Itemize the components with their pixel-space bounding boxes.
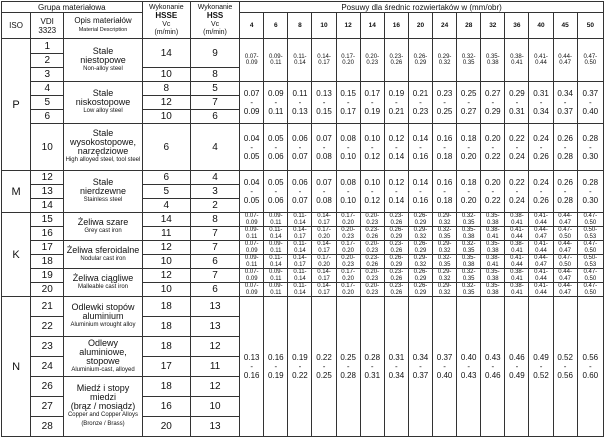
vdi-cell: 22 (31, 317, 64, 337)
feed-cell: 0.26- 0.29 (408, 241, 432, 255)
feed-cell: 0.35- 0.38 (481, 269, 505, 283)
feed-cell: 0.47- 0.50 (577, 39, 603, 82)
feed-cell: 0.25 - 0.28 (336, 297, 360, 437)
hsse-cell: 8 (142, 82, 190, 96)
vdi-cell: 14 (31, 199, 64, 213)
feed-cell: 0.14 - 0.16 (408, 124, 432, 171)
dia-45: 45 (553, 13, 577, 39)
feed-cell: 0.38- 0.41 (505, 213, 529, 227)
feed-cell: 0.07 - 0.09 (240, 82, 264, 124)
feed-cell: 0.07- 0.09 (240, 283, 264, 297)
feed-cell: 0.15 - 0.17 (336, 82, 360, 124)
dia-24: 24 (433, 13, 457, 39)
dia-4: 4 (240, 13, 264, 39)
feed-cell: 0.46 - 0.49 (505, 297, 529, 437)
feed-cell: 0.31 - 0.34 (384, 297, 408, 437)
feed-cell: 0.16 - 0.18 (433, 124, 457, 171)
feed-cell: 0.35- 0.38 (481, 241, 505, 255)
feed-cell: 0.26 - 0.28 (553, 171, 577, 213)
feed-cell: 0.14- 0.17 (312, 39, 336, 82)
vdi-cell: 15 (31, 213, 64, 227)
feed-cell: 0.23- 0.26 (360, 227, 384, 241)
hss-cell: 6 (190, 255, 239, 269)
feed-cell: 0.40 - 0.43 (457, 297, 481, 437)
hss-cell: 12 (190, 377, 239, 397)
feed-cell: 0.05 - 0.06 (264, 171, 288, 213)
hss-cell: 10 (190, 397, 239, 417)
feed-cell: 0.20- 0.23 (360, 241, 384, 255)
hss-cell: 13 (190, 297, 239, 317)
dia-32: 32 (481, 13, 505, 39)
feed-cell: 0.07- 0.09 (240, 213, 264, 227)
feed-cell: 0.25 - 0.27 (457, 82, 481, 124)
feed-cell: 0.11- 0.14 (288, 283, 312, 297)
feed-cell: 0.20- 0.23 (336, 227, 360, 241)
feed-cell: 0.23- 0.26 (360, 255, 384, 269)
vdi-cell: 4 (31, 82, 64, 96)
hss-cell: 9 (190, 39, 239, 68)
hsse-cell: 11 (142, 227, 190, 241)
hss-cell: 6 (190, 283, 239, 297)
iso-M: M (2, 171, 31, 213)
feed-cell: 0.23- 0.26 (384, 39, 408, 82)
dia-20: 20 (408, 13, 432, 39)
feed-cell: 0.11- 0.14 (288, 269, 312, 283)
feed-cell: 0.28 - 0.31 (360, 297, 384, 437)
feed-cell: 0.21 - 0.23 (408, 82, 432, 124)
dia-12: 12 (336, 13, 360, 39)
feed-cell: 0.49 - 0.52 (529, 297, 553, 437)
header-feeds: Posuwy dla średnic rozwiertaków w (mm/obr) (240, 2, 604, 13)
hsse-cell: 6 (142, 171, 190, 185)
desc-cell: Stale wysokostopowe, narzędziowe High alloyed steel, tool steel (64, 124, 142, 171)
hss-cell: 4 (190, 124, 239, 171)
feed-cell: 0.29- 0.32 (433, 213, 457, 227)
dia-40: 40 (529, 13, 553, 39)
feed-cell: 0.20- 0.23 (336, 255, 360, 269)
feed-cell: 0.14- 0.17 (288, 227, 312, 241)
desc-cell: Stale niskostopowe Low alloy steel (64, 82, 142, 124)
feed-cell: 0.09- 0.11 (240, 227, 264, 241)
feed-cell: 0.41- 0.44 (529, 213, 553, 227)
feed-cell: 0.17- 0.20 (336, 39, 360, 82)
feed-cell: 0.20- 0.23 (360, 269, 384, 283)
feed-cell: 0.44- 0.47 (553, 269, 577, 283)
vdi-cell: 27 (31, 397, 64, 417)
feed-cell: 0.23- 0.26 (384, 213, 408, 227)
hsse-cell: 10 (142, 283, 190, 297)
feed-cell: 0.38- 0.41 (505, 39, 529, 82)
vdi-cell: 13 (31, 185, 64, 199)
hss-cell: 5 (190, 82, 239, 96)
feed-cell: 0.13 - 0.16 (240, 297, 264, 437)
feed-cell: 0.07- 0.09 (240, 241, 264, 255)
vdi-cell: 6 (31, 110, 64, 124)
dia-10: 10 (312, 13, 336, 39)
hsse-cell: 20 (142, 417, 190, 437)
feed-cell: 0.12 - 0.14 (384, 171, 408, 213)
feed-cell: 0.17- 0.20 (312, 227, 336, 241)
desc-cell: Odlewy aluminiowe, stopowe Aluminium-cast, alloyed (64, 337, 142, 377)
feed-cell: 0.07 - 0.08 (312, 124, 336, 171)
feed-cell: 0.18 - 0.20 (457, 171, 481, 213)
feed-cell: 0.35- 0.38 (457, 227, 481, 241)
iso-K: K (2, 213, 31, 297)
feed-cell: 0.41- 0.44 (529, 283, 553, 297)
feed-cell: 0.17- 0.20 (312, 255, 336, 269)
feed-cell: 0.29- 0.32 (433, 39, 457, 82)
feed-table (1, 1, 604, 437)
feed-cell: 0.11- 0.14 (288, 39, 312, 82)
hsse-cell: 18 (142, 317, 190, 337)
dia-50: 50 (577, 13, 603, 39)
feed-cell: 0.34 - 0.37 (408, 297, 432, 437)
desc-cell: Stale niestopowe Non-alloy steel (64, 39, 142, 82)
feed-cell: 0.14- 0.17 (312, 213, 336, 227)
feed-cell: 0.47- 0.50 (577, 269, 603, 283)
feed-cell: 0.43 - 0.46 (481, 297, 505, 437)
header-group: Grupa materiałowa (2, 2, 143, 13)
feed-cell: 0.18 - 0.20 (457, 124, 481, 171)
header-iso: ISO (2, 13, 31, 39)
vdi-cell: 24 (31, 357, 64, 377)
feed-cell: 0.32- 0.35 (433, 227, 457, 241)
vdi-cell: 5 (31, 96, 64, 110)
feed-cell: 0.11- 0.14 (264, 255, 288, 269)
feed-cell: 0.12 - 0.14 (384, 124, 408, 171)
vdi-cell: 23 (31, 337, 64, 357)
feed-cell: 0.17 - 0.19 (360, 82, 384, 124)
feed-cell: 0.11- 0.14 (288, 213, 312, 227)
feed-cell: 0.38- 0.41 (481, 255, 505, 269)
feed-cell: 0.09- 0.11 (264, 39, 288, 82)
feed-cell: 0.34 - 0.37 (553, 82, 577, 124)
feed-cell: 0.32- 0.35 (457, 269, 481, 283)
feed-cell: 0.11 - 0.13 (288, 82, 312, 124)
feed-cell: 0.16 - 0.19 (264, 297, 288, 437)
vdi-cell: 12 (31, 171, 64, 185)
feed-cell: 0.47- 0.50 (577, 213, 603, 227)
hsse-cell: 10 (142, 110, 190, 124)
hss-cell: 11 (190, 357, 239, 377)
feed-cell: 0.44- 0.47 (529, 255, 553, 269)
vdi-cell: 20 (31, 283, 64, 297)
feed-cell: 0.44- 0.47 (553, 39, 577, 82)
dia-16: 16 (384, 13, 408, 39)
feed-cell: 0.29 - 0.31 (505, 82, 529, 124)
feed-cell: 0.41- 0.44 (529, 241, 553, 255)
feed-cell: 0.29- 0.32 (433, 241, 457, 255)
feed-cell: 0.47- 0.50 (553, 227, 577, 241)
feed-cell: 0.50- 0.53 (577, 255, 603, 269)
feed-cell: 0.24 - 0.26 (529, 124, 553, 171)
feed-cell: 0.26- 0.29 (408, 39, 432, 82)
feed-cell: 0.16 - 0.18 (433, 171, 457, 213)
feed-cell: 0.35- 0.38 (481, 213, 505, 227)
feed-cell: 0.09- 0.11 (264, 269, 288, 283)
feed-cell: 0.26- 0.29 (384, 227, 408, 241)
dia-36: 36 (505, 13, 529, 39)
feed-cell: 0.56 - 0.60 (577, 297, 603, 437)
feed-cell: 0.10 - 0.12 (360, 124, 384, 171)
feed-cell: 0.32- 0.35 (457, 283, 481, 297)
feed-cell: 0.32- 0.35 (457, 213, 481, 227)
feed-cell: 0.14- 0.17 (312, 269, 336, 283)
hsse-cell: 10 (142, 255, 190, 269)
feed-cell: 0.38- 0.41 (505, 269, 529, 283)
feed-cell: 0.09- 0.11 (264, 213, 288, 227)
dia-14: 14 (360, 13, 384, 39)
hsse-cell: 12 (142, 96, 190, 110)
header-hsse: Wykonanie HSSE Vc (m/min) (142, 2, 190, 39)
feed-cell: 0.20 - 0.22 (481, 124, 505, 171)
header-vdi: VDI 3323 (31, 13, 64, 39)
feed-cell: 0.41- 0.44 (529, 39, 553, 82)
feed-cell: 0.26 - 0.28 (553, 124, 577, 171)
feed-cell: 0.19 - 0.22 (288, 297, 312, 437)
feed-cell: 0.08 - 0.10 (336, 124, 360, 171)
desc-cell: Miedź i stopy miedzi (brąz / mosiądz) Copper and Copper Alloys (Bronze / Brass) (64, 377, 142, 437)
vdi-cell: 19 (31, 269, 64, 283)
feed-cell: 0.27 - 0.29 (481, 82, 505, 124)
feed-cell: 0.09- 0.11 (240, 255, 264, 269)
hss-cell: 13 (190, 317, 239, 337)
hsse-cell: 14 (142, 39, 190, 68)
feed-cell: 0.41- 0.44 (529, 269, 553, 283)
hsse-cell: 12 (142, 269, 190, 283)
hss-cell: 7 (190, 241, 239, 255)
feed-cell: 0.23- 0.26 (384, 283, 408, 297)
desc-cell: Żeliwa ciągliwe Malleable cast iron (64, 269, 142, 297)
feed-cell: 0.32- 0.35 (457, 39, 481, 82)
desc-cell: Stale nierdzewne Stainless steel (64, 171, 142, 213)
dia-28: 28 (457, 13, 481, 39)
hsse-cell: 6 (142, 124, 190, 171)
vdi-cell: 17 (31, 241, 64, 255)
dia-6: 6 (264, 13, 288, 39)
iso-N: N (2, 297, 31, 437)
feed-cell: 0.47- 0.50 (577, 241, 603, 255)
hsse-cell: 17 (142, 357, 190, 377)
feed-cell: 0.52 - 0.56 (553, 297, 577, 437)
hsse-cell: 18 (142, 377, 190, 397)
hss-cell: 12 (190, 337, 239, 357)
feed-cell: 0.20- 0.23 (360, 213, 384, 227)
hss-cell: 7 (190, 227, 239, 241)
hss-cell: 6 (190, 110, 239, 124)
feed-cell: 0.07- 0.09 (240, 39, 264, 82)
feed-cell: 0.28 - 0.30 (577, 124, 603, 171)
vdi-cell: 1 (31, 39, 64, 54)
desc-cell: Odlewki stopów aluminium Aluminium wrought alloy (64, 297, 142, 337)
desc-cell: Żeliwa szare Grey cast iron (64, 213, 142, 241)
hsse-cell: 18 (142, 297, 190, 317)
feed-cell: 0.38- 0.41 (481, 227, 505, 241)
feed-cell: 0.09- 0.11 (264, 241, 288, 255)
feed-cell: 0.28 - 0.30 (577, 171, 603, 213)
feed-cell: 0.31 - 0.34 (529, 82, 553, 124)
feed-cell: 0.11- 0.14 (288, 241, 312, 255)
feed-cell: 0.26- 0.29 (408, 269, 432, 283)
feed-cell: 0.23 - 0.25 (433, 82, 457, 124)
feed-cell: 0.04 - 0.05 (240, 124, 264, 171)
feed-cell: 0.35- 0.38 (457, 255, 481, 269)
feed-cell: 0.09- 0.11 (264, 283, 288, 297)
feed-cell: 0.17- 0.20 (336, 283, 360, 297)
feed-cell: 0.07- 0.09 (240, 269, 264, 283)
hss-cell: 7 (190, 96, 239, 110)
hss-cell: 8 (190, 213, 239, 227)
feed-cell: 0.20- 0.23 (360, 39, 384, 82)
feed-cell: 0.22 - 0.24 (505, 171, 529, 213)
feed-cell: 0.26- 0.29 (408, 213, 432, 227)
vdi-cell: 18 (31, 255, 64, 269)
feed-cell: 0.11- 0.14 (264, 227, 288, 241)
feed-cell: 0.23- 0.26 (384, 269, 408, 283)
vdi-cell: 10 (31, 124, 64, 171)
feed-cell: 0.29- 0.32 (408, 227, 432, 241)
hss-cell: 8 (190, 68, 239, 82)
feed-cell: 0.17- 0.20 (336, 241, 360, 255)
feed-cell: 0.32- 0.35 (457, 241, 481, 255)
feed-cell: 0.06 - 0.07 (288, 171, 312, 213)
feed-cell: 0.23- 0.26 (384, 241, 408, 255)
feed-cell: 0.44- 0.47 (553, 241, 577, 255)
hsse-cell: 5 (142, 185, 190, 199)
feed-cell: 0.44- 0.47 (553, 213, 577, 227)
header-desc: Opis materiałów Material Description (64, 13, 142, 39)
feed-cell: 0.05 - 0.06 (264, 124, 288, 171)
feed-cell: 0.29- 0.32 (433, 269, 457, 283)
hsse-cell: 12 (142, 241, 190, 255)
feed-cell: 0.07 - 0.08 (312, 171, 336, 213)
feed-cell: 0.50- 0.53 (577, 227, 603, 241)
feed-cell: 0.29- 0.32 (433, 283, 457, 297)
desc-cell: Żeliwa sferoidalne Nodular cast iron (64, 241, 142, 269)
feed-cell: 0.41- 0.44 (505, 255, 529, 269)
feed-cell: 0.14 - 0.16 (408, 171, 432, 213)
hsse-cell: 14 (142, 213, 190, 227)
vdi-cell: 3 (31, 68, 64, 82)
feed-cell: 0.09 - 0.11 (264, 82, 288, 124)
hsse-cell: 18 (142, 337, 190, 357)
feed-cell: 0.13 - 0.15 (312, 82, 336, 124)
feed-cell: 0.41- 0.44 (505, 227, 529, 241)
hss-cell: 3 (190, 185, 239, 199)
feed-cell: 0.14- 0.17 (288, 255, 312, 269)
hsse-cell: 4 (142, 199, 190, 213)
vdi-cell: 2 (31, 54, 64, 68)
vdi-cell: 26 (31, 377, 64, 397)
dia-8: 8 (288, 13, 312, 39)
feed-cell: 0.26- 0.29 (408, 283, 432, 297)
vdi-cell: 21 (31, 297, 64, 317)
feed-cell: 0.22 - 0.24 (505, 124, 529, 171)
feed-cell: 0.29- 0.32 (408, 255, 432, 269)
feed-cell: 0.08 - 0.10 (336, 171, 360, 213)
iso-P: P (2, 39, 31, 171)
hss-cell: 7 (190, 269, 239, 283)
feed-cell: 0.17- 0.20 (336, 213, 360, 227)
header-hss: Wykonanie HSS Vc (m/min) (190, 2, 239, 39)
feed-cell: 0.47- 0.50 (577, 283, 603, 297)
feed-cell: 0.44- 0.47 (529, 227, 553, 241)
feed-cell: 0.04 - 0.05 (240, 171, 264, 213)
hsse-cell: 10 (142, 68, 190, 82)
feed-cell: 0.24 - 0.26 (529, 171, 553, 213)
vdi-cell: 16 (31, 227, 64, 241)
feed-cell: 0.26- 0.29 (384, 255, 408, 269)
feed-cell: 0.47- 0.50 (553, 255, 577, 269)
feed-cell: 0.35- 0.38 (481, 283, 505, 297)
feed-cell: 0.22 - 0.25 (312, 297, 336, 437)
feed-cell: 0.35- 0.38 (481, 39, 505, 82)
feed-cell: 0.17- 0.20 (336, 269, 360, 283)
feed-cell: 0.37 - 0.40 (577, 82, 603, 124)
feed-cell: 0.20- 0.23 (360, 283, 384, 297)
feed-cell: 0.44- 0.47 (553, 283, 577, 297)
vdi-cell: 28 (31, 417, 64, 437)
feed-cell: 0.20 - 0.22 (481, 171, 505, 213)
table-body (2, 39, 604, 437)
feed-cell: 0.14- 0.17 (312, 283, 336, 297)
feed-cell: 0.06 - 0.07 (288, 124, 312, 171)
feed-cell: 0.14- 0.17 (312, 241, 336, 255)
feed-cell: 0.19 - 0.21 (384, 82, 408, 124)
hsse-cell: 16 (142, 397, 190, 417)
hss-cell: 2 (190, 199, 239, 213)
feed-cell: 0.37 - 0.40 (433, 297, 457, 437)
feed-cell: 0.10 - 0.12 (360, 171, 384, 213)
feed-cell: 0.38- 0.41 (505, 241, 529, 255)
feed-cell: 0.38- 0.41 (505, 283, 529, 297)
hss-cell: 13 (190, 417, 239, 437)
feed-cell: 0.32- 0.35 (433, 255, 457, 269)
hss-cell: 4 (190, 171, 239, 185)
